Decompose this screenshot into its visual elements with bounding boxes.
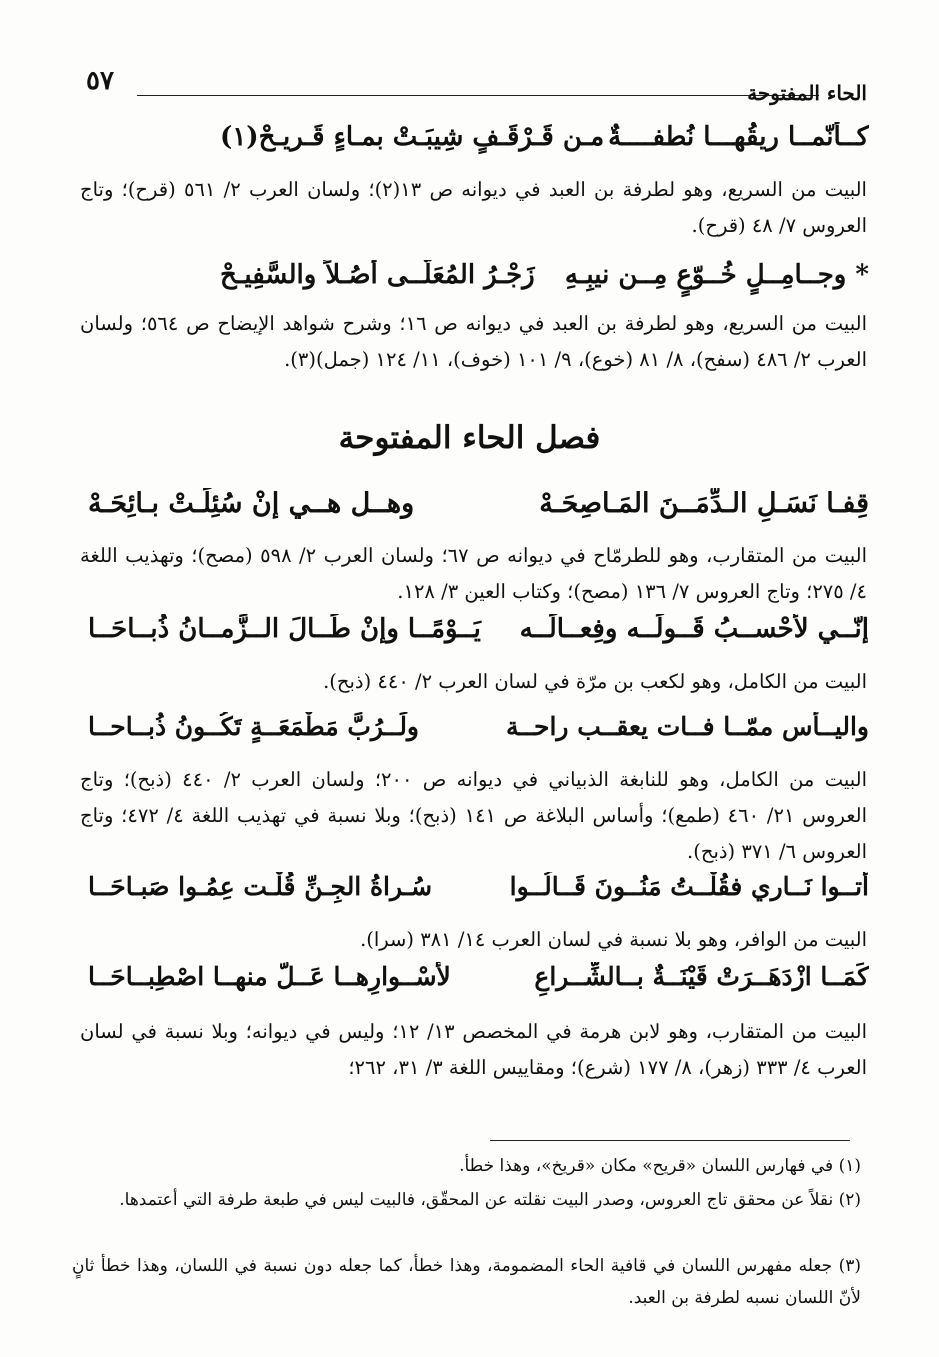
verse-first-hemistich: واليــأس ممّــا فــات يعقــب راحــة xyxy=(505,712,869,741)
verse-first-hemistich: أتــوا نَــاري فقُلْــتُ مَنُــونَ قَــالُــوا xyxy=(509,872,869,901)
verse-line xyxy=(80,260,869,306)
verse-first-hemistich: قِفـا نَسَـلِ الـدِّمَــنَ المَـاصِحَـهْ xyxy=(539,488,869,519)
verse-first-hemistich: كَمَــا ازْدَهَــرَتْ قَيْنَــةٌ بــالشِّــراعِ xyxy=(534,962,869,991)
verse-second-hemistich: سُـراةُ الجِـنِّ قُلْـت عِمُـوا صَبـاحَــا xyxy=(88,872,433,901)
section-heading: فصل الحاء المفتوحة xyxy=(338,420,601,456)
header-rule xyxy=(137,95,819,96)
verse-second-hemistich: زَجْـرُ المُعَلّــى أُصُـلاً والسَّفِيـحْ xyxy=(220,260,535,290)
verse-line xyxy=(80,872,869,918)
verse-first-hemistich: * وجــامِــلٍ خُــوّعٍ مِــن نيبِـهِ xyxy=(564,260,869,290)
verse-source-note: البيت من المتقارب، وهو لابن هرمة في المخصص ١٣/ ١٢؛ وليس في ديوانه؛ وبلا نسبة في لسان العرب ٤/ ٣٣٣ (زهر)، ٨/ ١٧٧ (شرع)؛ ومقاييس اللغة ٣/ ٣١، ٢٦٢؛ xyxy=(80,1020,868,1079)
verse-second-hemistich: وهــل هــي إنْ سُئِلَـتْ بـائِحَـهْ xyxy=(88,488,415,519)
verse-source-note: البيت من الوافر، وهو بلا نسبة في لسان العرب ١٤/ ٣٨١ (سرا). xyxy=(360,928,867,951)
footnote: (٣) جعله مفهرس اللسان في قافية الحاء المضمومة، وهذا خطأ، كما جعله دون نسبة في اللسان، وهذا خطأ ثانٍ لأنّ اللسان نسبه لطرفة بن العبد. xyxy=(72,1256,861,1308)
verse-line xyxy=(80,488,869,536)
verse-second-hemistich: لأُسْــوارِهــا عَــلَّ منهــا اصْطِبــاحَــا xyxy=(88,962,451,991)
verse-second-hemistich: ولَــرُبَّ مَطْمَعَــةٍ تَكُــونُ ذُبــاحــا xyxy=(88,712,420,741)
footnote-rule xyxy=(490,1140,850,1141)
verse-first-hemistich: كــأنّمــا ريقُهـــا نُطفــــةٌ xyxy=(608,122,869,152)
page-number: ٥٧ xyxy=(86,66,114,96)
verse-line xyxy=(80,712,869,758)
verse-source-note: البيت من الكامل، وهو للنابغة الذبياني في ديوانه ص ٢٠٠؛ ولسان العرب ٢/ ٤٤٠ (ذبح)؛ وتاج العروس ٢١/ ٤٦٠ (طمع)؛ وأساس البلاغة ص ١٤١ (ذبح)؛ وبلا نسبة في تهذيب اللغة ٤/ ٤٧٢؛ وتاج العروس ٦/ ٣٧١ (ذبح). xyxy=(80,768,867,863)
verse-source-note: البيت من السريع، وهو لطرفة بن العبد في ديوانه ص ١٦؛ وشرح شواهد الإيضاح ص ٥٦٤؛ ولسان العرب ٢/ ٤٨٦ (سفح)، ٨/ ٨١ (خوع)، ٩/ ١٠١ (خوف)، ١١/ ١٢٤ (جمل)(٣). xyxy=(80,312,867,371)
verse-line xyxy=(80,962,869,1008)
verse-source-note: البيت من المتقارب، وهو للطرمّاح في ديوانه ص ٦٧؛ ولسان العرب ٢/ ٥٩٨ (مصح)؛ وتهذيب اللغة ٤/ ٢٧٥؛ وتاج العروس ٧/ ١٣٦ (مصح)؛ وكتاب العين ٣/ ١٢٨. xyxy=(80,544,867,603)
footnote: (١) في فهارس اللسان «قريح» مكان «قريخ»، وهذا خطأ. xyxy=(459,1156,861,1176)
verse-line xyxy=(80,122,869,168)
footnote: (٢) نقلاً عن محقق تاج العروس، وصدر البيت نقلته عن المحقّق، فالبيت ليس في طبعة طرفة التي أعتمدها. xyxy=(119,1190,861,1210)
verse-source-note: البيت من السريع، وهو لطرفة بن العبد في ديوانه ص ١٣(٢)؛ ولسان العرب ٢/ ٥٦١ (قرح)؛ وتاج العروس ٧/ ٤٨ (قرح). xyxy=(80,178,867,237)
verse-line xyxy=(80,614,869,660)
verse-first-hemistich: إنّــي لأحْســبُ قَــولَــه وفِعــالَــه xyxy=(519,614,869,644)
running-header-title: الحاء المفتوحة xyxy=(747,81,867,105)
verse-source-note: البيت من الكامل، وهو لكعب بن مرّة في لسان العرب ٢/ ٤٤٠ (ذبح). xyxy=(323,670,867,693)
verse-second-hemistich: مـن قَـرْقَـفٍ شِيبَـتْ بمـاءٍ قَـريـحْ(١) xyxy=(220,122,605,152)
verse-second-hemistich: يَــوْمًــا وإنْ طَــالَ الــزَّمــانُ ذُبــاحَــا xyxy=(88,614,481,644)
